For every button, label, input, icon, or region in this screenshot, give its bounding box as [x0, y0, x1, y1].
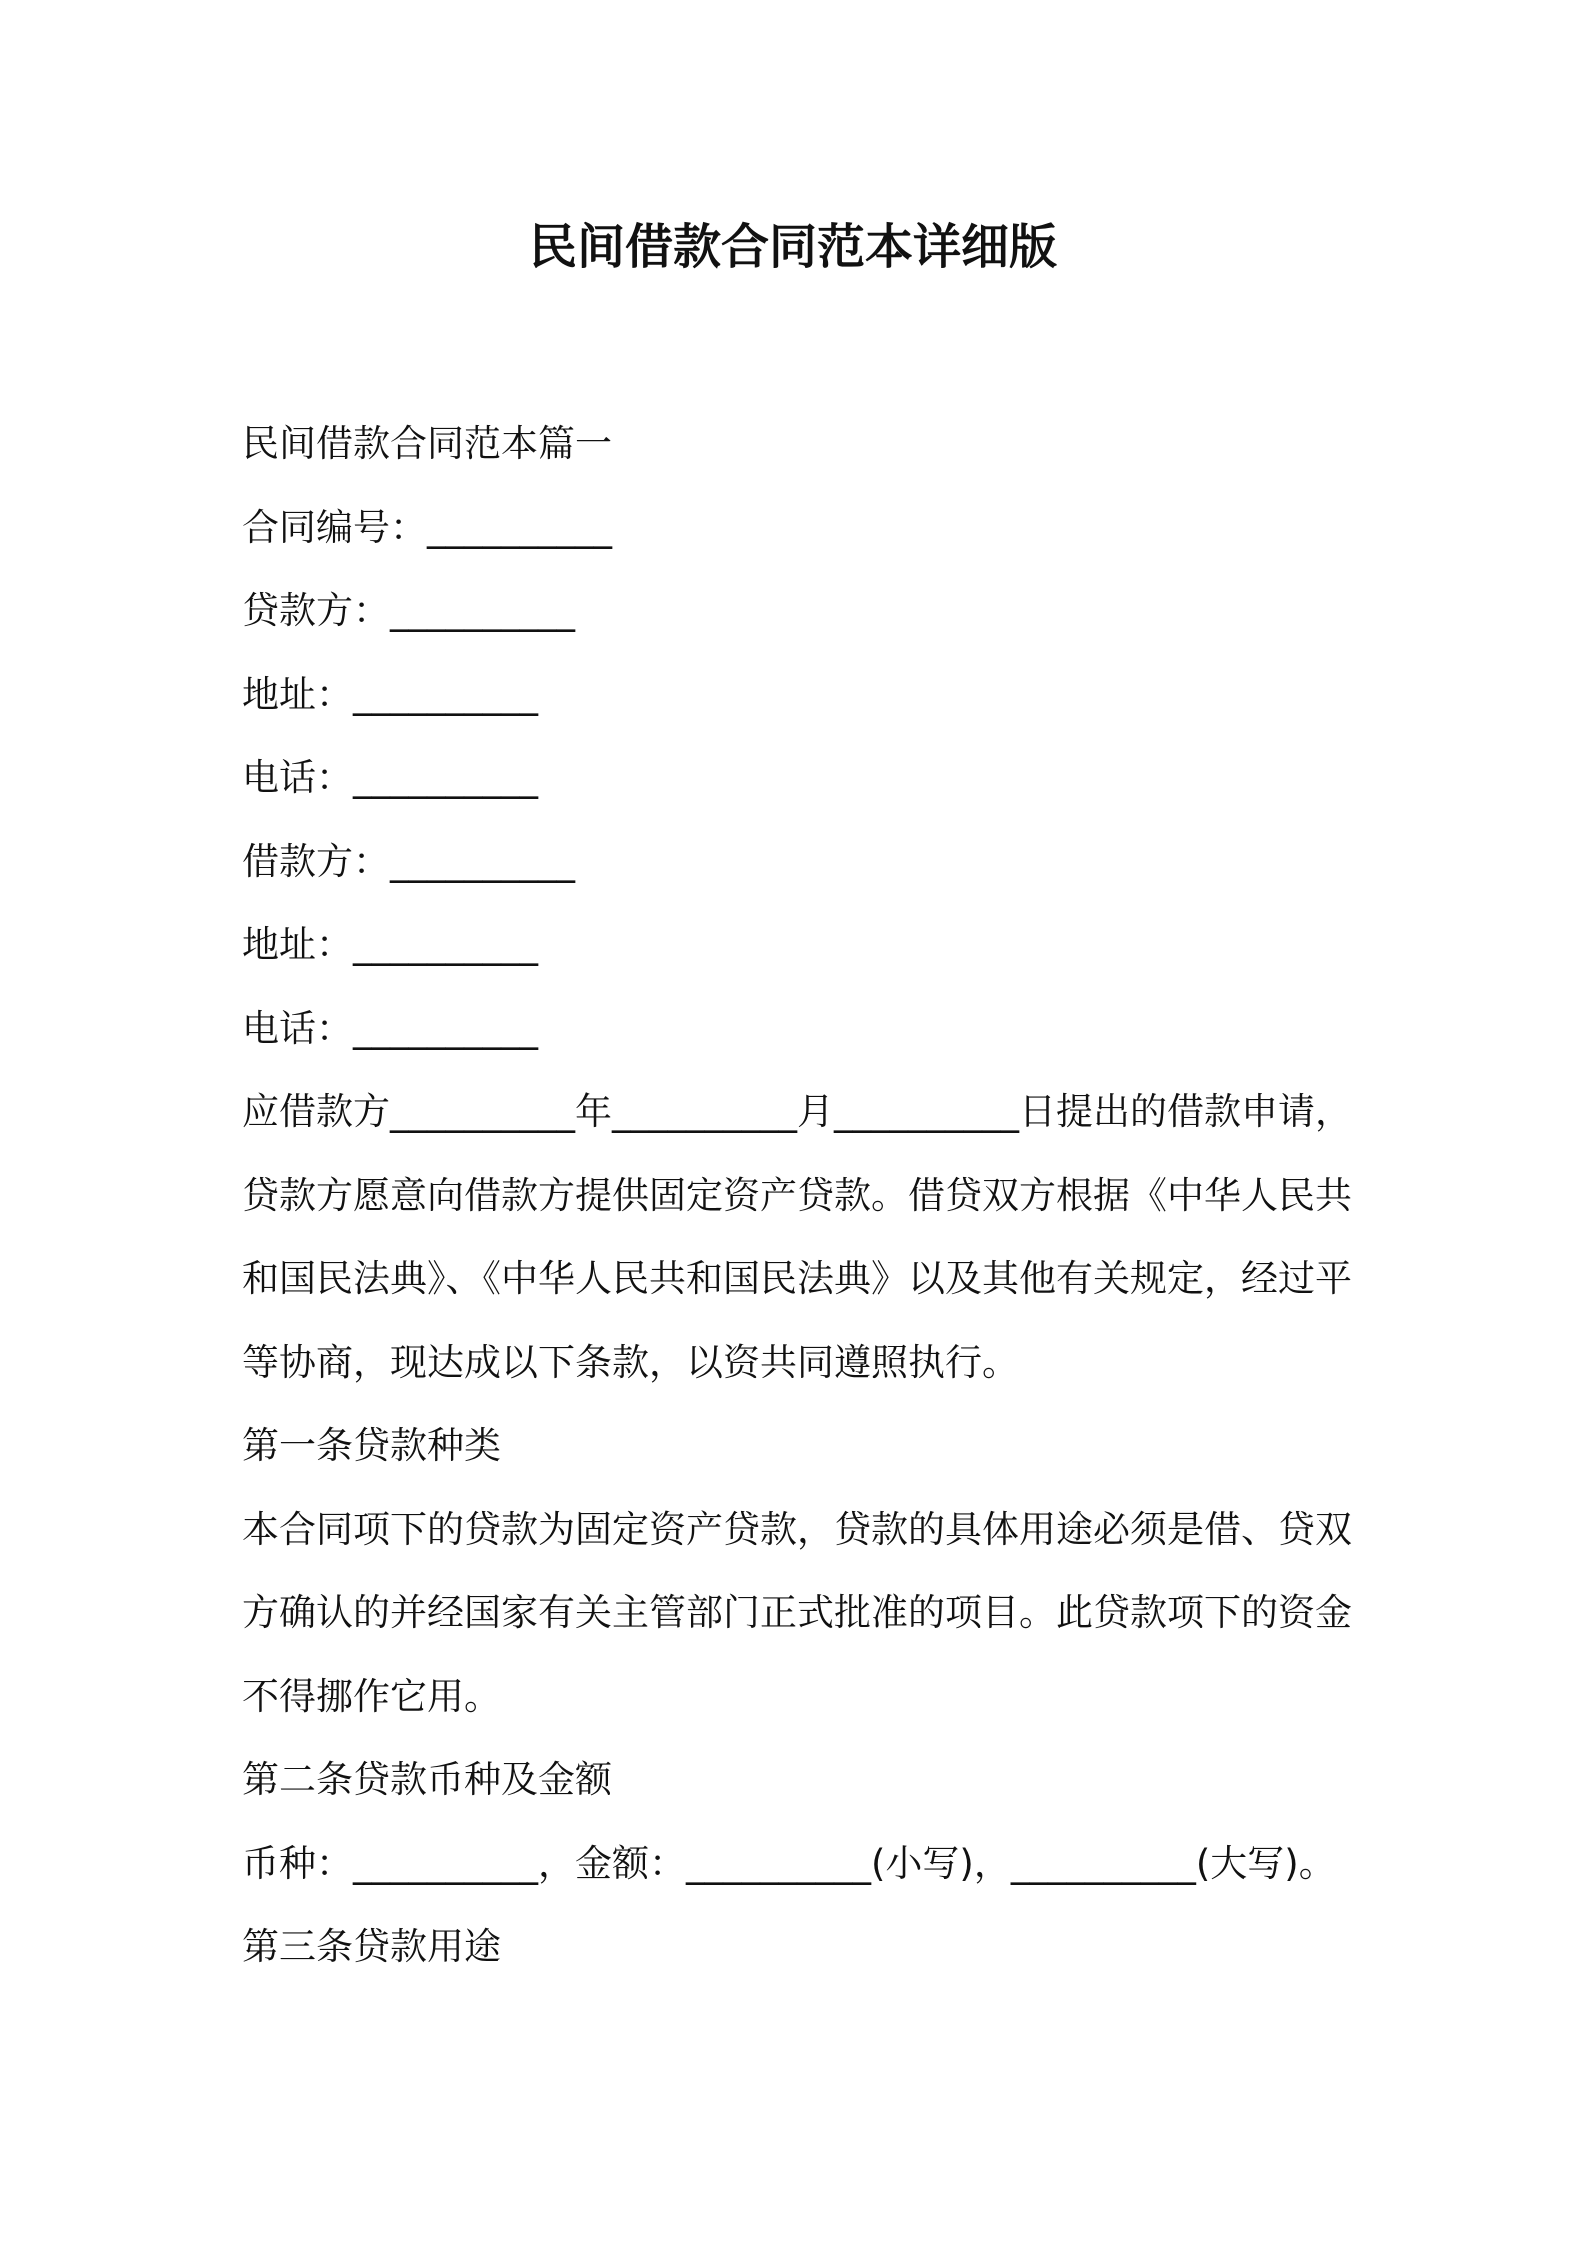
lender-line: 贷款方：__________ — [242, 589, 575, 632]
paragraph-line: 本合同项下的贷款为固定资产贷款，贷款的具体用途必须是借、贷双 — [242, 1507, 1352, 1551]
paragraph-line: 方确认的并经国家有关主管部门正式批准的项目。此贷款项下的资金 — [242, 1591, 1352, 1634]
clause-heading: 第一条贷款种类 — [242, 1424, 501, 1467]
contract-number-line: 合同编号：__________ — [242, 505, 612, 549]
section-heading: 民间借款合同范本篇一 — [242, 422, 612, 465]
paragraph-line: 和国民法典》、《中华人民共和国民法典》以及其他有关规定，经过平 — [242, 1257, 1352, 1300]
currency-amount-line: 币种：__________，金额：__________(小写)，__________(大写)。 — [242, 1841, 1336, 1885]
clause-heading: 第二条贷款币种及金额 — [242, 1758, 612, 1801]
paragraph-line: 贷款方愿意向借款方提供固定资产贷款。借贷双方根据《中华人民共 — [242, 1173, 1352, 1217]
borrower-address-line: 地址：__________ — [242, 923, 538, 966]
borrower-phone-line: 电话：__________ — [242, 1006, 538, 1050]
paragraph-line: 应借款方__________年__________月__________日提出的借款申请， — [242, 1090, 1352, 1133]
clause-heading: 第三条贷款用途 — [242, 1925, 501, 1968]
paragraph-line: 不得挪作它用。 — [242, 1674, 501, 1718]
document-title: 民间借款合同范本详细版 — [528, 219, 1057, 275]
document-body — [242, 402, 1354, 1989]
paragraph-line: 等协商，现达成以下条款，以资共同遵照执行。 — [242, 1340, 1019, 1384]
borrower-line: 借款方：__________ — [242, 839, 575, 883]
lender-phone-line: 电话：__________ — [242, 756, 538, 799]
lender-address-line: 地址：__________ — [242, 672, 538, 716]
